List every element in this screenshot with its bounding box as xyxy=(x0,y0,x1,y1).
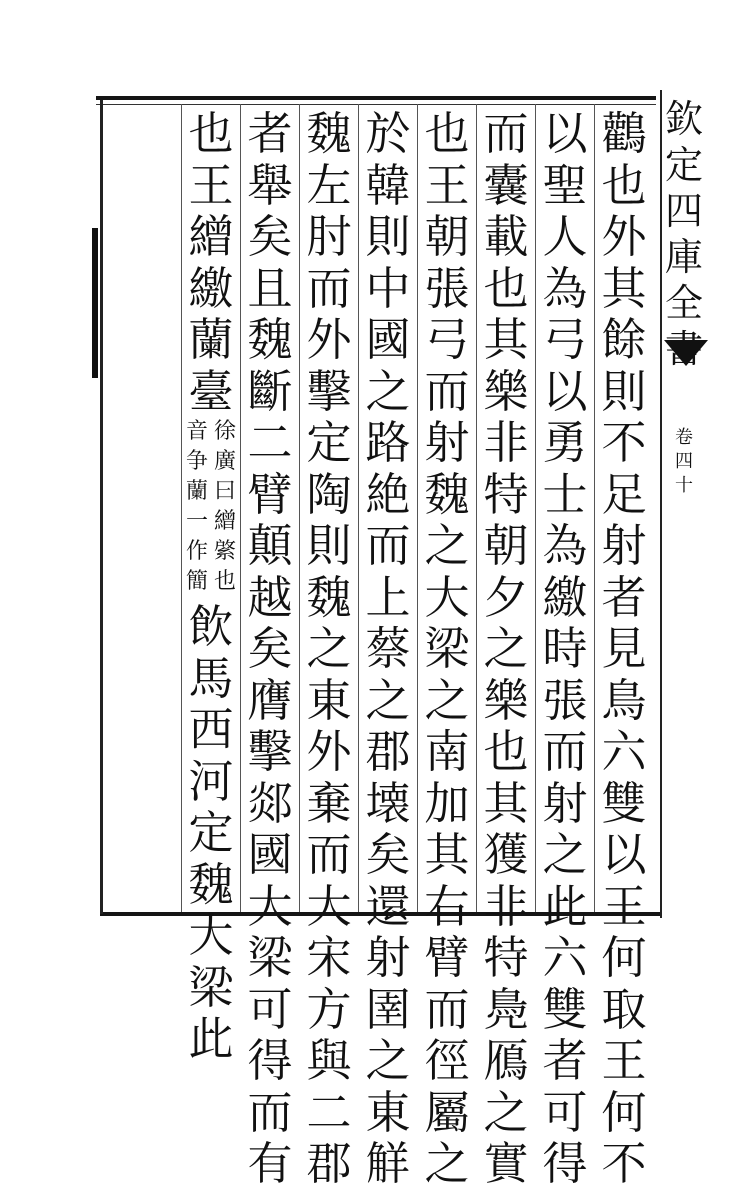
text-char: 取 xyxy=(601,982,647,1036)
note-char: 音 xyxy=(185,419,208,444)
margin-juan-char: 卷 xyxy=(675,427,693,448)
text-char: 王 xyxy=(424,158,470,212)
text-char: 二 xyxy=(247,416,293,469)
note-char: 作 xyxy=(185,539,208,564)
text-char: 定 xyxy=(188,806,234,859)
text-char: 之 xyxy=(542,828,588,881)
text-char: 矣 xyxy=(247,210,293,263)
text-char: 越 xyxy=(247,570,293,624)
text-char: 有 xyxy=(247,1137,293,1190)
text-char: 也 xyxy=(601,158,647,212)
text-char: 不 xyxy=(601,416,647,469)
margin-title-char: 定 xyxy=(664,143,703,187)
text-char: 西 xyxy=(188,703,234,756)
text-char: 而 xyxy=(542,725,588,778)
text-column xyxy=(362,108,414,1190)
text-char: 梁 xyxy=(247,931,293,984)
text-char: 張 xyxy=(424,261,470,315)
text-column xyxy=(244,108,296,1190)
text-char: 射 xyxy=(601,519,647,572)
text-char: 見 xyxy=(601,622,647,675)
note-char: 争 xyxy=(185,449,208,474)
text-char: 而 xyxy=(424,982,470,1036)
text-char: 夕 xyxy=(483,570,529,624)
text-char: 臂 xyxy=(424,931,470,984)
text-char: 王 xyxy=(601,879,647,933)
text-column xyxy=(185,108,237,1065)
column-rule xyxy=(476,104,477,912)
text-char: 其 xyxy=(483,776,529,830)
text-char: 得 xyxy=(247,1034,293,1087)
text-char: 載 xyxy=(483,210,529,263)
binding-mark xyxy=(92,228,98,378)
text-char: 六 xyxy=(601,725,647,778)
text-char: 則 xyxy=(365,210,411,263)
text-char: 魏 xyxy=(424,467,470,521)
text-char: 朝 xyxy=(483,519,529,572)
text-char: 國 xyxy=(247,828,293,881)
text-char: 士 xyxy=(542,467,588,521)
text-char: 以 xyxy=(601,828,647,881)
text-char: 蘭 xyxy=(188,313,234,366)
margin-title-char: 全 xyxy=(664,281,703,325)
text-char: 河 xyxy=(188,754,234,808)
text-char: 餘 xyxy=(601,313,647,366)
text-char: 人 xyxy=(542,210,588,263)
text-char: 囊 xyxy=(483,158,529,212)
text-char: 之 xyxy=(306,622,352,675)
text-char: 此 xyxy=(542,879,588,933)
text-char: 獲 xyxy=(483,828,529,881)
text-char: 矣 xyxy=(365,828,411,881)
text-char: 勇 xyxy=(542,416,588,469)
text-char: 六 xyxy=(542,931,588,984)
text-char: 中 xyxy=(365,261,411,315)
text-char: 鴈 xyxy=(483,1034,529,1087)
text-column xyxy=(303,108,355,1190)
text-char: 上 xyxy=(365,570,411,624)
text-char: 可 xyxy=(247,982,293,1036)
text-char: 聖 xyxy=(542,158,588,212)
text-char: 郯 xyxy=(247,776,293,830)
text-char: 蔡 xyxy=(365,622,411,675)
text-char: 射 xyxy=(542,776,588,830)
text-char: 壊 xyxy=(365,776,411,830)
fishtail-mark-icon xyxy=(664,340,708,366)
text-char: 臺 xyxy=(188,364,234,418)
text-char: 之 xyxy=(483,622,529,675)
text-char: 射 xyxy=(424,416,470,469)
text-char: 馬 xyxy=(188,651,234,705)
text-char: 之 xyxy=(424,519,470,572)
text-column xyxy=(480,108,532,1190)
frame-top-border xyxy=(96,96,656,100)
text-char: 樂 xyxy=(483,673,529,727)
text-char: 郡 xyxy=(365,725,411,778)
text-char: 何 xyxy=(601,931,647,984)
text-char: 外 xyxy=(306,313,352,366)
margin-title-char: 庫 xyxy=(664,235,703,279)
text-char: 魏 xyxy=(188,857,234,911)
text-char: 之 xyxy=(365,364,411,418)
text-char: 之 xyxy=(483,1085,529,1139)
text-char: 徑 xyxy=(424,1034,470,1087)
text-column xyxy=(598,108,650,1190)
text-char: 定 xyxy=(306,416,352,469)
text-char: 鳧 xyxy=(483,982,529,1036)
text-char: 不 xyxy=(601,1137,647,1190)
margin-volume-number xyxy=(668,426,700,498)
note-char: 蘭 xyxy=(185,479,208,504)
note-char: 綮 xyxy=(213,539,236,564)
text-char: 之 xyxy=(365,673,411,727)
text-char: 國 xyxy=(365,313,411,366)
text-char: 南 xyxy=(424,725,470,778)
margin-juan-char: 十 xyxy=(675,475,693,496)
text-char: 而 xyxy=(365,519,411,572)
note-char: 也 xyxy=(213,569,236,594)
text-char: 特 xyxy=(483,931,529,984)
text-char: 棄 xyxy=(306,776,352,830)
text-char: 加 xyxy=(424,776,470,830)
interlinear-note xyxy=(185,417,237,597)
text-char: 左 xyxy=(306,158,352,212)
text-char: 王 xyxy=(188,158,234,212)
text-char: 大 xyxy=(306,879,352,933)
text-column xyxy=(539,108,591,1190)
text-char: 魏 xyxy=(247,313,293,366)
text-char: 何 xyxy=(601,1085,647,1139)
note-column-right xyxy=(213,417,237,597)
text-char: 非 xyxy=(483,416,529,469)
text-char: 雙 xyxy=(601,776,647,830)
text-char: 其 xyxy=(601,261,647,315)
column-rule xyxy=(417,104,418,912)
text-char: 得 xyxy=(542,1137,588,1190)
text-char: 陶 xyxy=(306,467,352,521)
margin-title-char: 四 xyxy=(664,189,703,233)
text-char: 而 xyxy=(483,107,529,160)
text-char: 大 xyxy=(424,570,470,624)
text-char: 繒 xyxy=(188,210,234,263)
text-char: 擊 xyxy=(306,364,352,418)
text-char: 韓 xyxy=(365,158,411,212)
note-column-left xyxy=(185,417,209,597)
margin-title-char: 欽 xyxy=(664,97,703,141)
text-char: 魏 xyxy=(306,107,352,160)
text-char: 圉 xyxy=(365,982,411,1036)
text-char: 則 xyxy=(601,364,647,418)
text-char: 而 xyxy=(424,364,470,418)
text-char: 右 xyxy=(424,879,470,933)
margin-book-title xyxy=(662,96,706,372)
text-char: 朝 xyxy=(424,210,470,263)
text-char: 飲 xyxy=(188,600,234,653)
text-char: 弓 xyxy=(424,313,470,366)
text-char: 也 xyxy=(483,725,529,778)
text-char: 以 xyxy=(542,107,588,160)
text-char: 則 xyxy=(306,519,352,572)
text-char: 王 xyxy=(601,1034,647,1087)
text-char: 舉 xyxy=(247,158,293,212)
text-char: 也 xyxy=(188,107,234,160)
text-char: 東 xyxy=(306,673,352,727)
text-char: 擊 xyxy=(247,725,293,778)
text-char: 屬 xyxy=(424,1085,470,1139)
text-char: 非 xyxy=(483,879,529,933)
text-char: 於 xyxy=(365,107,411,160)
text-char: 者 xyxy=(247,107,293,160)
text-char: 郡 xyxy=(306,1137,352,1190)
margin-juan-char: 四 xyxy=(675,451,693,472)
text-char: 且 xyxy=(247,261,293,315)
text-char: 鸛 xyxy=(601,107,647,160)
column-rule xyxy=(181,104,182,912)
text-char: 為 xyxy=(542,519,588,572)
text-char: 此 xyxy=(188,1012,234,1065)
text-char: 繳 xyxy=(542,570,588,624)
text-char: 顛 xyxy=(247,519,293,572)
text-char: 者 xyxy=(601,570,647,624)
text-char: 梁 xyxy=(424,622,470,675)
text-char: 射 xyxy=(365,931,411,984)
text-char: 臂 xyxy=(247,467,293,521)
frame-top-inner-line xyxy=(96,104,656,105)
text-char: 大 xyxy=(188,909,234,962)
frame-left-border xyxy=(100,100,103,914)
text-char: 與 xyxy=(306,1034,352,1087)
text-char: 為 xyxy=(542,261,588,315)
text-char: 特 xyxy=(483,467,529,521)
text-char: 魏 xyxy=(306,570,352,624)
column-rule xyxy=(358,104,359,912)
text-char: 時 xyxy=(542,622,588,675)
text-char: 之 xyxy=(424,673,470,727)
text-char: 樂 xyxy=(483,364,529,418)
text-char: 膺 xyxy=(247,673,293,727)
text-char: 其 xyxy=(424,828,470,881)
note-char: 曰 xyxy=(213,479,236,504)
text-char: 之 xyxy=(365,1034,411,1087)
note-char: 徐 xyxy=(213,419,236,444)
text-char: 雙 xyxy=(542,982,588,1036)
text-char: 二 xyxy=(306,1085,352,1139)
text-char: 也 xyxy=(424,107,470,160)
text-char: 實 xyxy=(483,1137,529,1190)
text-char: 外 xyxy=(601,210,647,263)
note-char: 廣 xyxy=(213,449,236,474)
text-char: 方 xyxy=(306,982,352,1036)
text-char: 還 xyxy=(365,879,411,933)
text-char: 而 xyxy=(306,828,352,881)
text-char: 可 xyxy=(542,1085,588,1139)
text-char: 而 xyxy=(247,1085,293,1139)
text-char: 弓 xyxy=(542,313,588,366)
text-char: 觧 xyxy=(365,1137,411,1190)
note-char: 繒 xyxy=(213,509,236,534)
note-char: 一 xyxy=(185,509,208,534)
text-char: 也 xyxy=(483,261,529,315)
text-column xyxy=(421,108,473,1190)
text-char: 而 xyxy=(306,261,352,315)
column-rule xyxy=(535,104,536,912)
text-char: 東 xyxy=(365,1085,411,1139)
text-char: 繳 xyxy=(188,261,234,315)
text-char: 外 xyxy=(306,725,352,778)
column-rule xyxy=(594,104,595,912)
text-char: 大 xyxy=(247,879,293,933)
column-rule xyxy=(299,104,300,912)
text-char: 者 xyxy=(542,1034,588,1087)
text-char: 肘 xyxy=(306,210,352,263)
text-char: 以 xyxy=(542,364,588,418)
text-char: 張 xyxy=(542,673,588,727)
margin-title-char: 書 xyxy=(664,327,703,371)
text-char: 路 xyxy=(365,416,411,469)
text-char: 宋 xyxy=(306,931,352,984)
text-char: 斷 xyxy=(247,364,293,418)
text-char: 絶 xyxy=(365,467,411,521)
text-char: 梁 xyxy=(188,960,234,1014)
text-char: 足 xyxy=(601,467,647,521)
text-char: 矣 xyxy=(247,622,293,675)
text-char: 之 xyxy=(424,1137,470,1190)
text-char: 其 xyxy=(483,313,529,366)
column-rule xyxy=(240,104,241,912)
text-char: 鳥 xyxy=(601,673,647,727)
note-char: 簡 xyxy=(185,569,208,594)
